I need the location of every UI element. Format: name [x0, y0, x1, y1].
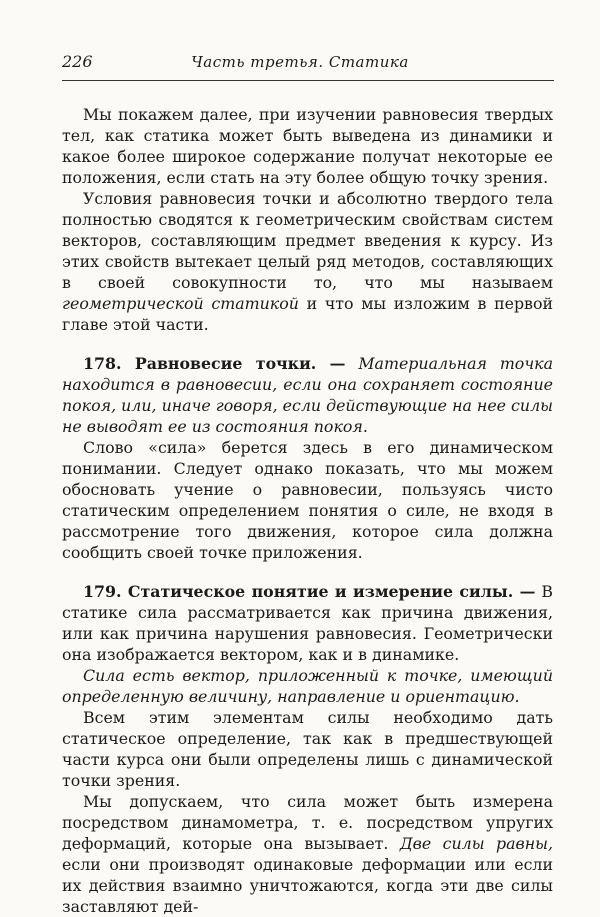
- section-179-paragraph-4: [62, 791, 553, 917]
- section-179-p1-body: В статике сила рассматривается как причина движения, или как причина нарушения равновесия. Геометрически она изображается вектором, как и в динамике.: [62, 582, 553, 664]
- header-rule: [62, 80, 554, 81]
- intro-p2-end: и что мы изложим в первой главе этой части.: [62, 294, 553, 334]
- section-178-definition-text: Материальная точка находится в равновесии, если она сохраняет состояние покоя, или, иначе говоря, если действующие на нее силы не выводят ее из состояния покоя.: [62, 354, 553, 436]
- section-gap: [62, 563, 553, 581]
- section-179-paragraph-1: [62, 581, 553, 665]
- page-header: [0, 52, 600, 76]
- section-179-p4-italic: Две силы равны,: [399, 834, 554, 853]
- section-179-force-definition: Сила есть вектор, приложенный к точке, имеющий определенную величину, направление и ориентацию.: [62, 666, 553, 706]
- page-body: [62, 104, 553, 917]
- section-gap: [62, 335, 553, 353]
- section-179-p4-start: Мы допускаем, что сила может быть измерена посредством динамометра, т. е. посредством упругих деформаций, которые она вызывает.: [62, 792, 553, 853]
- section-179-paragraph-3: Всем этим элементам силы необходимо дать статическое определение, так как в предшествующей части курса они были определены лишь с динамической точки зрения.: [62, 708, 553, 790]
- running-title: Часть третья. Статика: [191, 53, 409, 71]
- section-178-title: 178. Равновесие точки. —: [83, 354, 346, 373]
- section-178-definition: [62, 353, 553, 437]
- intro-p2-start: Условия равновесия точки и абсолютно твердого тела полностью сводятся к геометрическим свойствам систем векторов, составляющим предмет введения к курсу. Из этих свойств вытекает целый ряд методов, составляющих в своей совокупности то, что мы называем: [62, 189, 553, 292]
- intro-paragraph-1: Мы покажем далее, при изучении равновесия твердых тел, как статика может быть выведена из динамики и какое более широкое содержание получат некоторые ее положения, если стать на эту более общую точку зрения.: [62, 105, 553, 187]
- section-179-p4-end: если они производят одинаковые деформации или если их действия взаимно уничтожаются, когда эти две силы заставляют дей-: [62, 855, 553, 916]
- section-179-title: 179. Статическое понятие и измерение силы. —: [83, 582, 536, 601]
- intro-paragraph-2: [62, 188, 553, 335]
- section-178-paragraph-2: Слово «сила» берется здесь в его динамическом понимании. Следует однако показать, что мы можем обосновать учение о равновесии, пользуясь чисто статическим определением понятия о силе, не входя в рассмотрение того движения, которое сила должна сообщить своей точке приложения.: [62, 438, 553, 562]
- intro-p2-term: геометрической статикой: [62, 294, 299, 313]
- page-number: 226: [62, 52, 93, 71]
